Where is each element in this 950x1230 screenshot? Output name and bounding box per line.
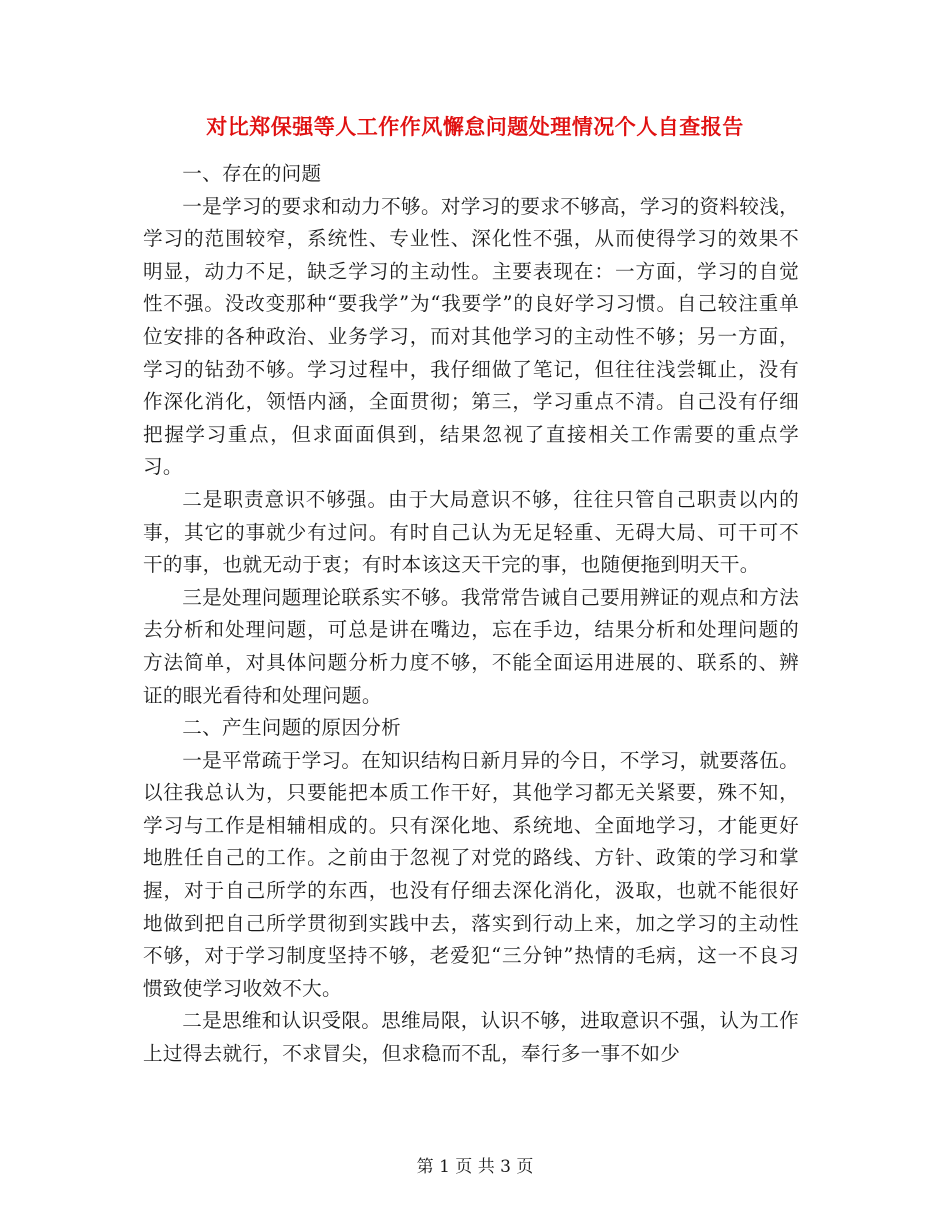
page-footer: 第 1 页 共 3 页 — [416, 1157, 534, 1177]
paragraph-study-motivation: 一是学习的要求和动力不够。对学习的要求不够高，学习的资料较浅，学习的范围较窄，系统性、专业性、深化性不强，从而使得学习的效果不明显，动力不足，缺乏学习的主动性。主要表现在：一方面，学习的自觉性不强。没改变那种“要我学”为“我要学”的良好学习习惯。自己较注重单位安排的各种政治、业务学习，而对其他学习的主动性不够；另一方面，学习的钻劲不够。学习过程中，我仔细做了笔记，但往往浅尝辄止，没有作深化消化，领悟内涵，全面贯彻；第三，学习重点不清。自己没有仔细把握学习重点，但求面面俱到，结果忽视了直接相关工作需要的重点学习。 — [143, 194, 799, 479]
section-heading-problems: 一、存在的问题 — [182, 162, 322, 185]
paragraph-limited-thinking: 二是思维和认识受限。思维局限，认识不够，进取意识不强，认为工作上过得去就行，不求冒尖，但求稳而不乱，奉行多一事不如少 — [143, 1009, 799, 1066]
paragraph-theory-practice: 三是处理问题理论联系实不够。我常常告诫自己要用辨证的观点和方法去分析和处理问题，可总是讲在嘴边，忘在手边，结果分析和处理问题的方法简单，对具体问题分析力度不够，不能全面运用进展的、联系的、辨证的眼光看待和处理问题。 — [143, 585, 799, 707]
paragraph-responsibility: 二是职责意识不够强。由于大局意识不够，往往只管自己职责以内的事，其它的事就少有过问。有时自己认为无足轻重、无碍大局、可干可不干的事，也就无动于衷；有时本该这天干完的事，也随便拖到明天干。 — [143, 487, 799, 577]
document-body — [143, 158, 799, 1071]
paragraph-neglect-study: 一是平常疏于学习。在知识结构日新月异的今日，不学习，就要落伍。以往我总认为，只要能把本质工作干好，其他学习都无关紧要，殊不知，学习与工作是相辅相成的。只有深化地、系统地、全面地学习，才能更好地胜任自己的工作。之前由于忽视了对党的路线、方针、政策的学习和掌握，对于自己所学的东西，也没有仔细去深化消化，汲取，也就不能很好地做到把自己所学贯彻到实践中去，落实到行动上来，加之学习的主动性不够，对于学习制度坚持不够，老爱犯“三分钟”热情的毛病，这一不良习惯致使学习收效不大。 — [143, 748, 799, 1000]
document-title: 对比郑保强等人工作作风懈怠问题处理情况个人自查报告 — [206, 114, 744, 139]
section-heading-causes: 二、产生问题的原因分析 — [182, 716, 402, 740]
